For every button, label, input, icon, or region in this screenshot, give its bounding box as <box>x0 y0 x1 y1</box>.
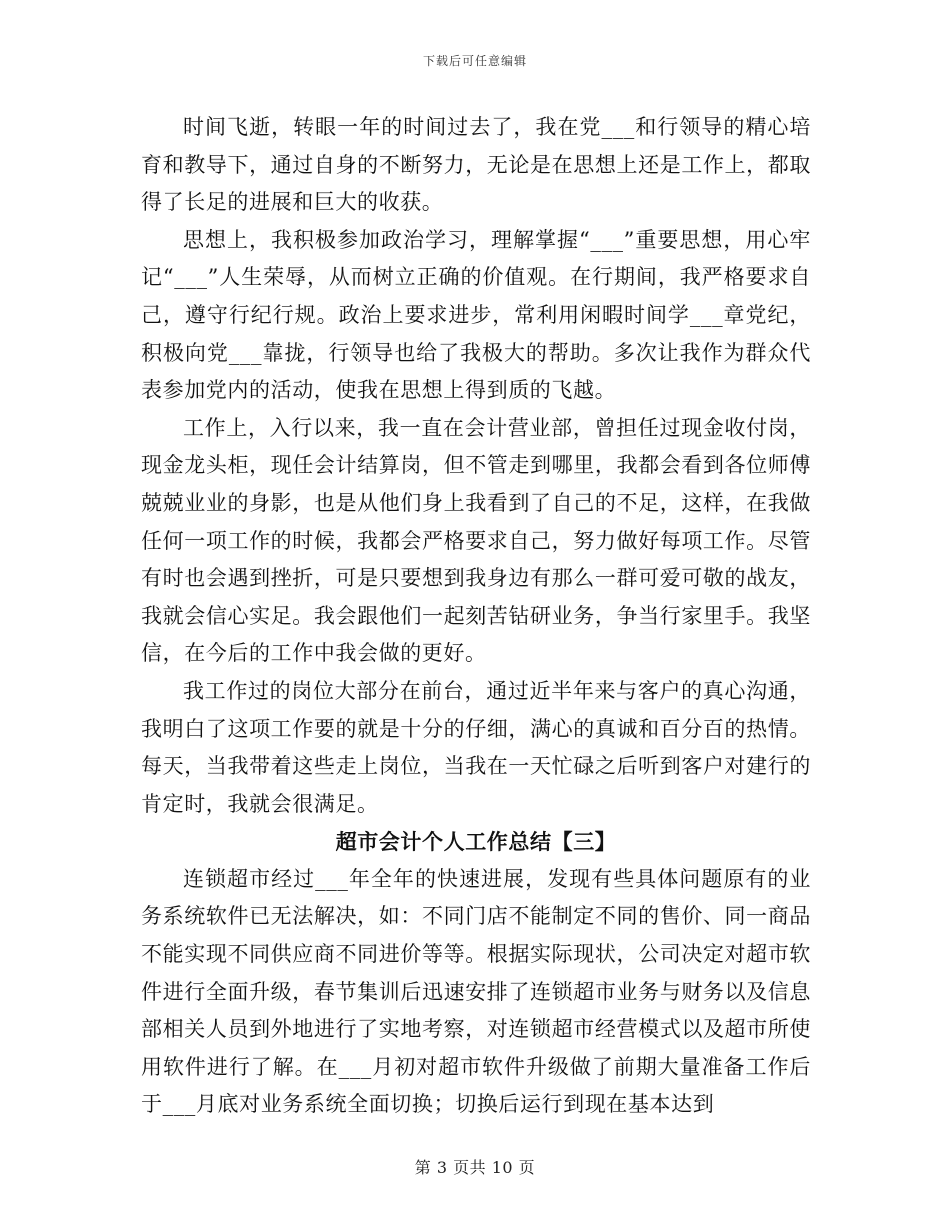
page-header: 下载后可任意编辑 <box>422 54 527 68</box>
paragraph-supermarket: 连锁超市经过___年全年的快速进展，发现有些具体问题原有的业务系统软件已无法解决，如：不同门店不能制定不同的售价、同一商品不能实现不同供应商不同进价等等。根据实际现状，公司决定对超市软件进行全面升级，春节集训后迅速安排了连锁超市业务与财务以及信息部相关人员到外地进行了实地考察，对连锁超市经营模式以及超市所使用软件进行了解。在___月初对超市软件升级做了前期大量准备工作后于___月底对业务系统全面切换；切换后运行到现在基本达到 <box>141 866 811 1117</box>
paragraph-work: 工作上，入行以来，我一直在会计营业部，曾担任过现金收付岗，现金龙头柜，现任会计结算岗，但不管走到哪里，我都会看到各位师傅兢兢业业的身影，也是从他们身上我看到了自己的不足，这样，在我做任何一项工作的时候，我都会严格要求自己，努力做好每项工作。尽管有时也会遇到挫折，可是只要想到我身边有那么一群可爱可敬的战友，我就会信心实足。我会跟他们一起刻苦钻研业务，争当行家里手。我坚信，在今后的工作中我会做的更好。 <box>141 415 811 666</box>
paragraph-frontdesk: 我工作过的岗位大部分在前台，通过近半年来与客户的真心沟通，我明白了这项工作要的就是十分的仔细，满心的真诚和百分百的热情。每天，当我带着这些走上岗位，当我在一天忙碌之后听到客户对建行的肯定时，我就会很满足。 <box>141 678 811 816</box>
page-footer: 第 3 页共 10 页 <box>414 1158 536 1177</box>
paragraph-intro: 时间飞逝，转眼一年的时间过去了，我在党___和行领导的精心培育和教导下，通过自身的不断努力，无论是在思想上还是工作上，都取得了长足的进展和巨大的收获。 <box>141 115 811 215</box>
section-title: 超市会计个人工作总结【三】 <box>335 829 617 855</box>
document-body <box>141 109 811 1124</box>
paragraph-thought: 思想上，我积极参加政治学习，理解掌握“___”重要思想，用心牢记“___”人生荣辱，从而树立正确的价值观。在行期间，我严格要求自己，遵守行纪行规。政治上要求进步，常利用闲暇时间学___章党纪，积极向党___靠拢，行领导也给了我极大的帮助。多次让我作为群众代表参加党内的活动，使我在思想上得到质的飞越。 <box>141 227 811 403</box>
